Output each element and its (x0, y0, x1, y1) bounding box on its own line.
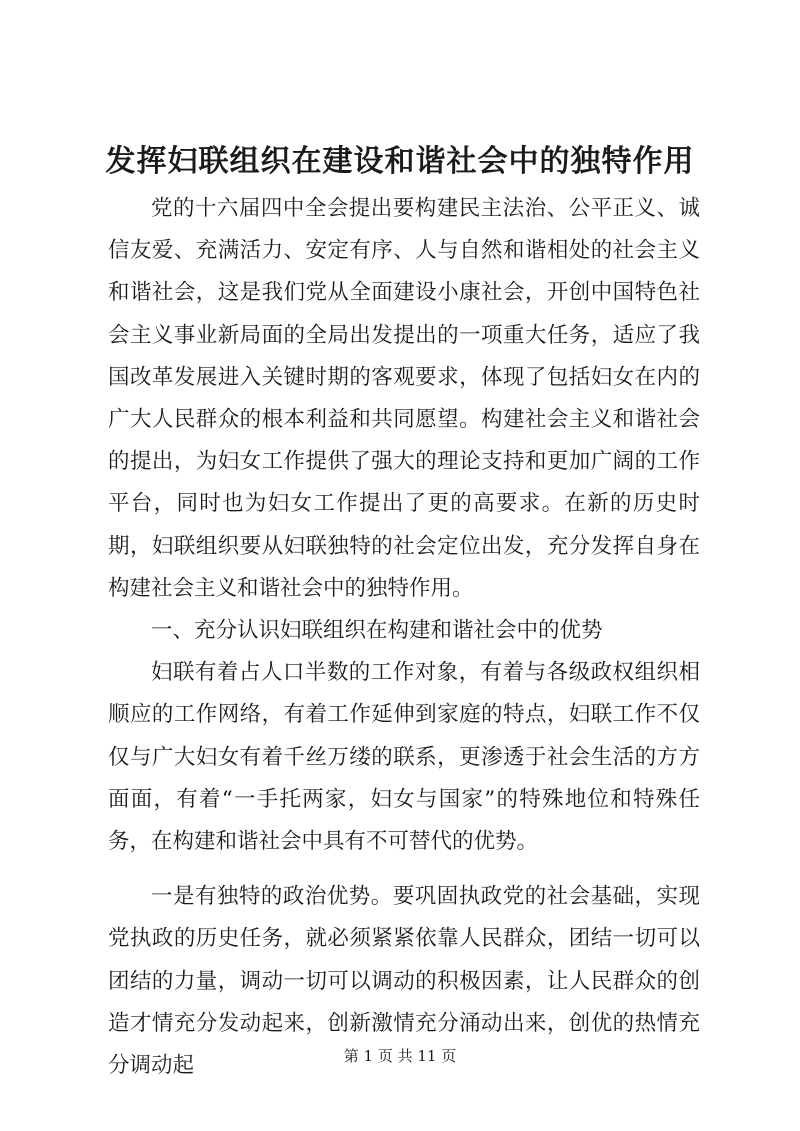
page-number-footer: 第 1 页 共 11 页 (343, 1047, 457, 1065)
section-heading-1: 一、充分认识妇联组织在构建和谐社会中的优势 (151, 618, 603, 644)
paragraph-political-advantage: 一是有独特的政治优势。要巩固执政党的社会基础，实现党执政的历史任务，就必须紧紧依靠人民群众，团结一切可以团结的力量，调动一切可以调动的积极因素，让人民群众的创造才情充分发动起来，创新激情充分涌动出来，创优的热情充分调动起 (108, 884, 700, 1079)
document-title: 发挥妇联组织在建设和谐社会中的独特作用 (105, 144, 695, 179)
paragraph-intro: 党的十六届四中全会提出要构建民主法治、公平正义、诚信友爱、充满活力、安定有序、人与自然和谐相处的社会主义和谐社会，这是我们党从全面建设小康社会，开创中国特色社会主义事业新局面的全局出发提出的一项重大任务，适应了我国改革发展进入关键时期的客观要求，体现了包括妇女在内的广大人民群众的根本利益和共同愿望。构建社会主义和谐社会的提出，为妇女工作提供了强大的理论支持和更加广阔的工作平台，同时也为妇女工作提出了更的高要求。在新的历史时期，妇联组织要从妇联独特的社会定位出发，充分发挥自身在构建社会主义和谐社会中的独特作用。 (108, 196, 700, 601)
document-body (108, 188, 700, 1087)
paragraph-advantages: 妇联有着占人口半数的工作对象，有着与各级政权组织相顺应的工作网络，有着工作延伸到家庭的特点，妇联工作不仅仅与广大妇女有着千丝万缕的联系，更渗透于社会生活的方方面面，有着“一手托两家，妇女与国家”的特殊地位和特殊任务，在构建和谐社会中具有不可替代的优势。 (108, 660, 700, 855)
